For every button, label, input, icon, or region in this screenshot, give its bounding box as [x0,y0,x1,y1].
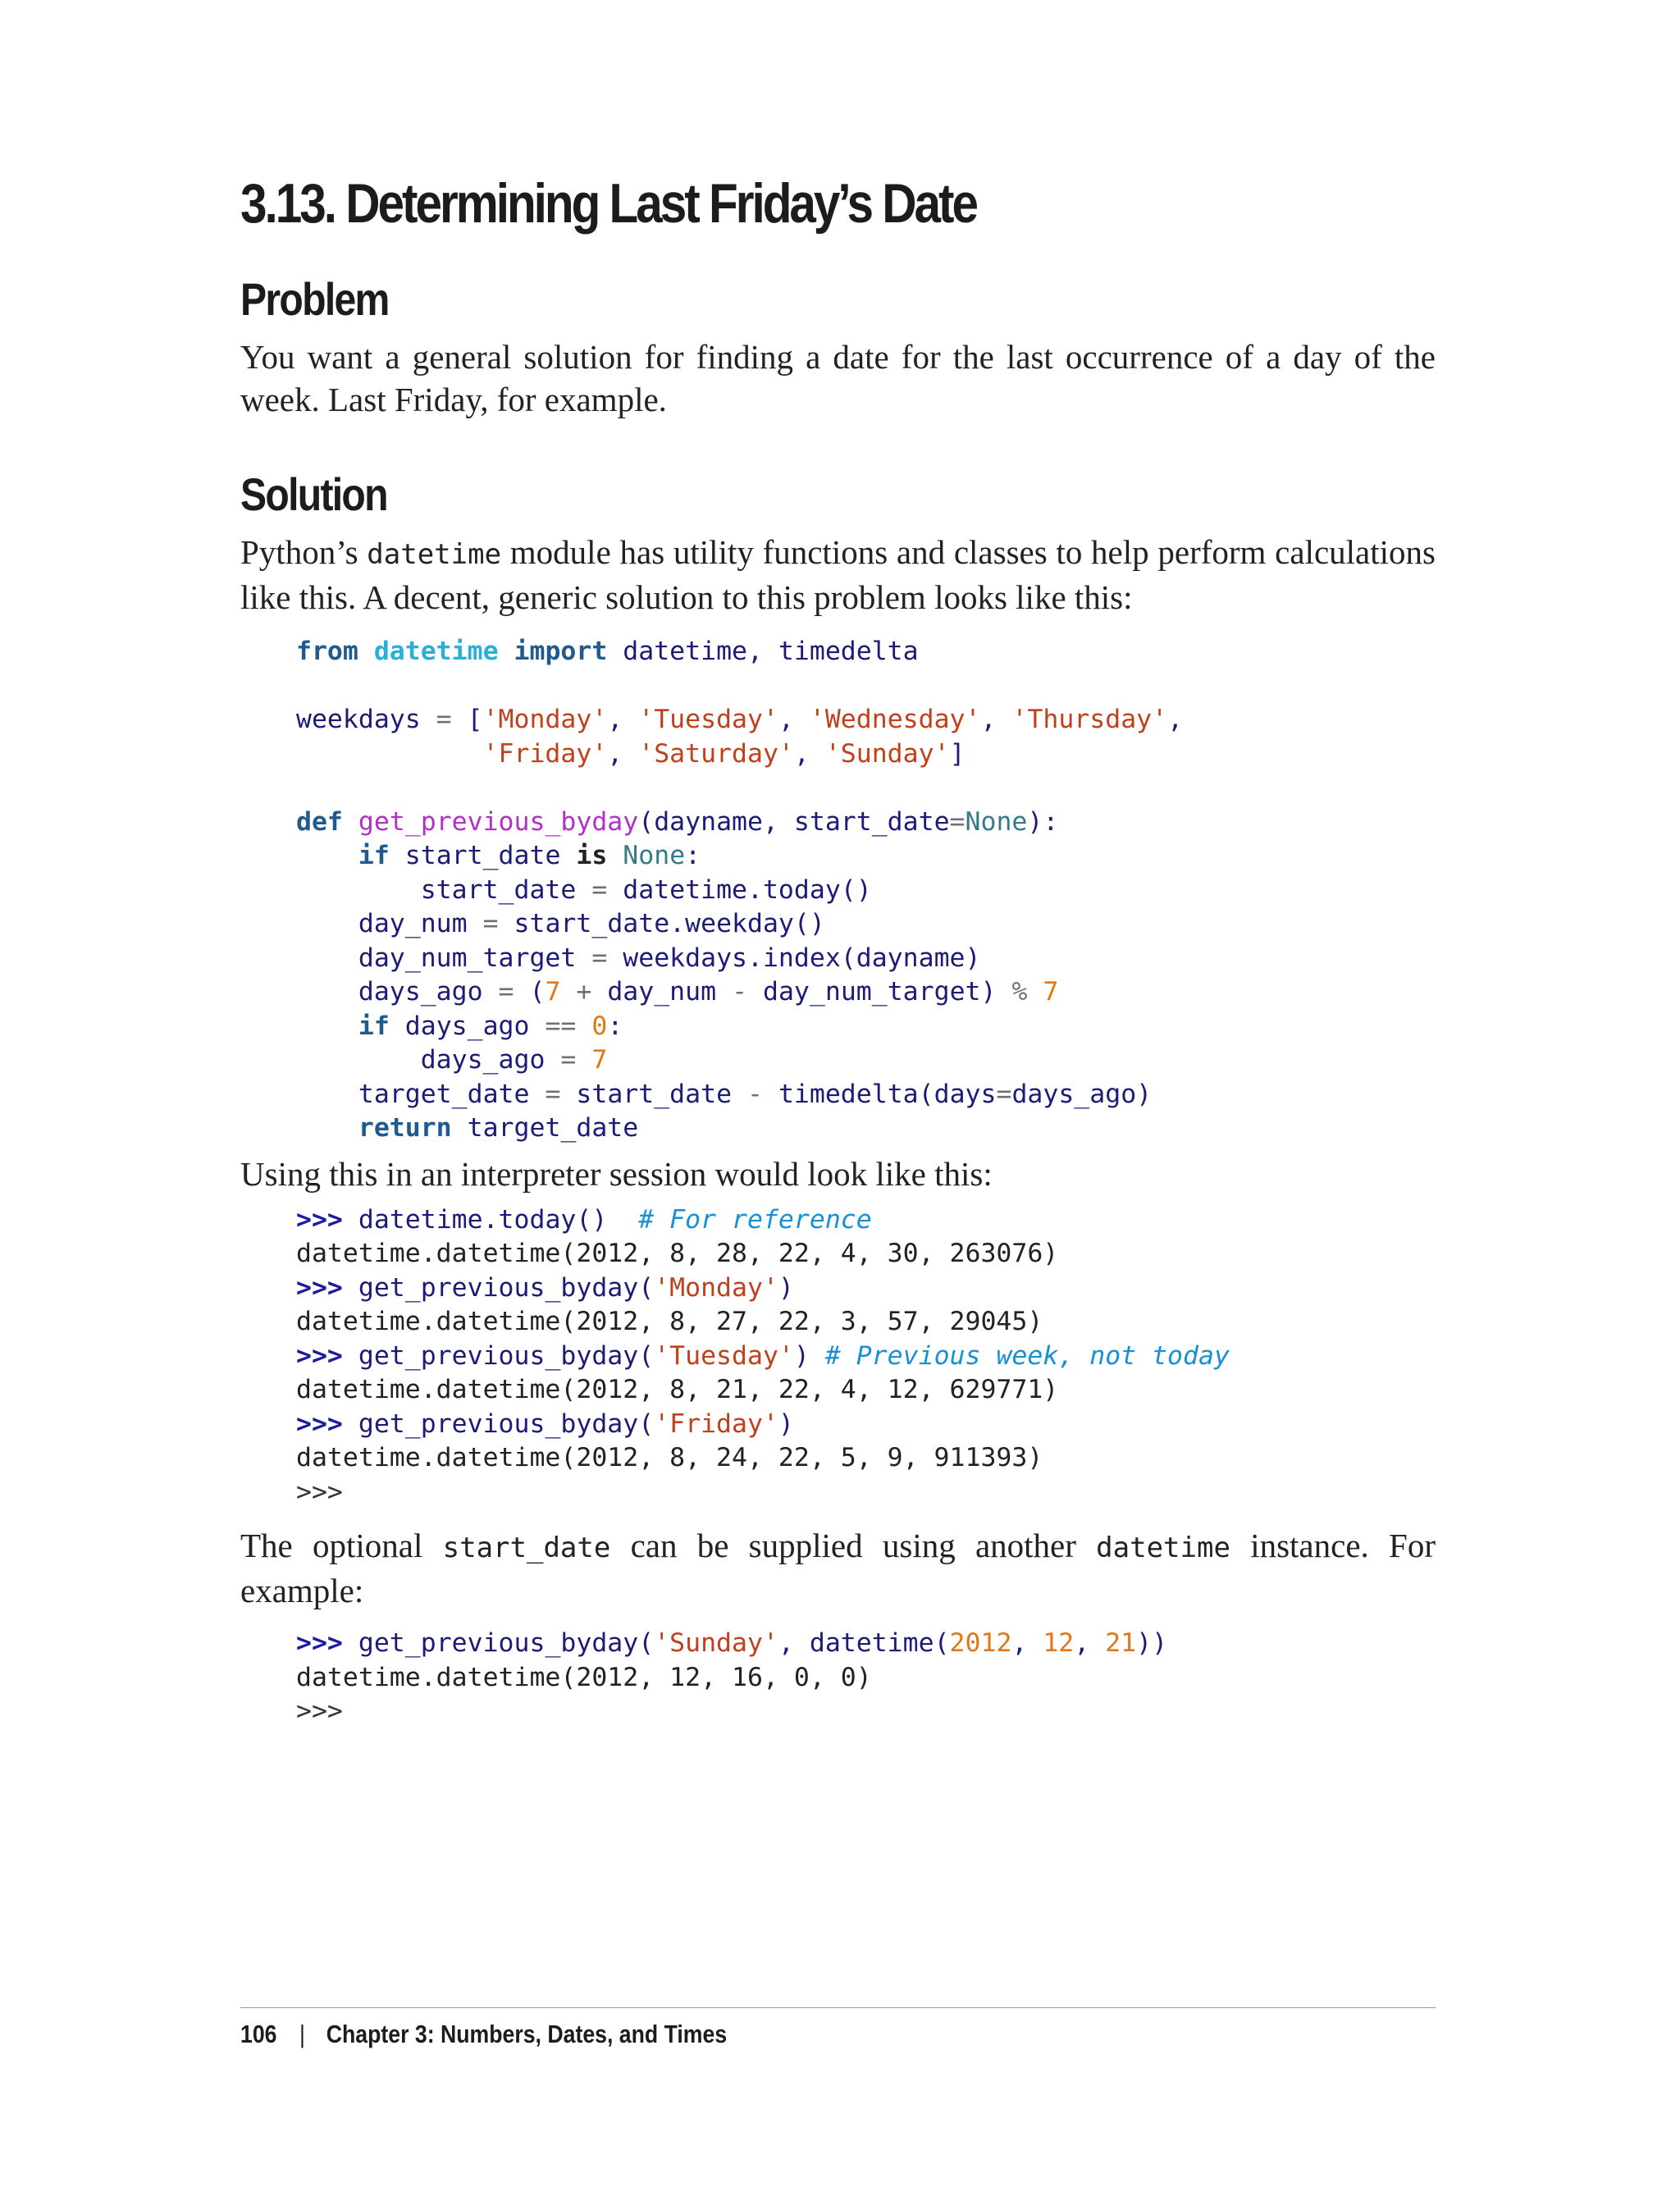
inline-code-datetime: datetime [367,538,502,571]
code-line: 'Friday', 'Saturday', 'Sunday'] [482,738,966,769]
optional-text-3: instance. For example: [240,1527,1436,1609]
solution-intro-text-2: module has utility functions and classes to help perform calculations like this. A decent, generic solution to this problem looks like this: [240,533,1436,616]
code-line: weekdays = ['Monday', 'Tuesday', 'Wednesday', 'Thursday', [296,705,1184,734]
optional-text: The optional [240,1527,443,1564]
code-line: datetime.datetime(2012, 8, 24, 22, 5, 9, 911393) [296,1443,1043,1472]
code-line: >>> get_previous_byday('Sunday', datetime(2012, 12, 21)) [296,1628,1168,1658]
optional-text-2: can be supplied using another [610,1527,1097,1564]
code-line: if start_date is None: [358,841,701,870]
footer-row [240,2020,1268,2049]
solution-code-block [296,635,1436,1146]
problem-text: You want a general solution for finding a date for the last occurrence of a day of the week. Last Friday, for example. [240,338,1436,418]
code-line: day_num = start_date.weekday() [358,909,825,938]
code-line: datetime.datetime(2012, 8, 28, 22, 4, 30, 263076) [296,1239,1059,1268]
code-line: days_ago = (7 + day_num - day_num_target) % 7 [358,977,1059,1007]
solution-intro-text: Python’s [240,533,368,571]
section-title: 3.13. Determining Last Friday’s Date [240,172,976,235]
code-line: datetime.datetime(2012, 12, 16, 0, 0) [296,1662,872,1692]
optional-paragraph [240,1524,1436,1612]
footer-separator: | [299,2020,305,2048]
example-code-block [296,1627,1436,1729]
code-line: return target_date [358,1113,639,1143]
inline-code-start-date: start_date [442,1532,611,1564]
code-line: datetime.datetime(2012, 8, 21, 22, 4, 12, 629771) [296,1375,1059,1404]
code-line: >>> datetime.today() # For reference [296,1204,872,1235]
footer-rule [240,2007,1436,2008]
solution-heading: Solution [240,468,387,520]
code-line: >>> get_previous_byday('Monday') [296,1272,794,1303]
solution-intro [240,531,1436,619]
page-content [240,168,1436,1729]
inline-code-datetime-2: datetime [1096,1532,1230,1564]
usage-code-block [296,1203,1436,1510]
chapter-title: Chapter 3: Numbers, Dates, and Times [326,2020,728,2048]
code-line: >>> [296,1696,343,1726]
code-line: >>> get_previous_byday('Tuesday') # Previous week, not today [296,1340,1230,1371]
page-footer [240,2007,1436,2049]
code-line [296,669,1436,704]
code-line: from datetime import datetime, timedelta [296,637,919,666]
code-line [296,771,1436,806]
page-number: 106 [240,2020,277,2048]
code-line: start_date = datetime.today() [420,874,872,905]
code-line: def get_previous_byday(dayname, start_date=None): [296,806,1059,837]
code-line: days_ago = 7 [420,1045,608,1075]
problem-heading: Problem [240,273,389,325]
code-line: day_num_target = weekdays.index(dayname) [358,943,981,973]
code-line: if days_ago == 0: [358,1011,623,1041]
code-line: datetime.datetime(2012, 8, 27, 22, 3, 57, 29045) [296,1307,1043,1336]
code-line: target_date = start_date - timedelta(days=days_ago) [358,1079,1153,1109]
code-line: >>> get_previous_byday('Friday') [296,1408,794,1439]
code-line: >>> [296,1477,343,1507]
usage-intro: Using this in an interpreter session would look like this: [240,1154,993,1193]
